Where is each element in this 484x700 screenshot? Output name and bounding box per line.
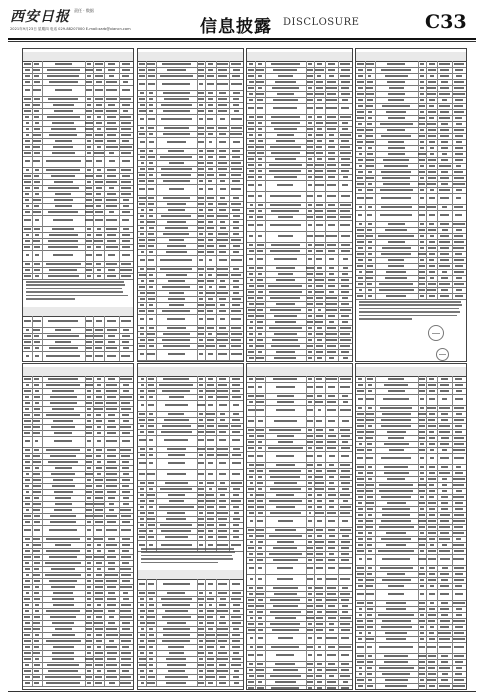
page-number: C33	[425, 11, 467, 33]
disclosure-table-block-2	[137, 48, 244, 362]
masthead-tagline: 责任 · 数据	[74, 8, 94, 13]
section-title-en: DISCLOSURE	[283, 17, 360, 28]
notes-paragraph	[26, 281, 130, 301]
table-row	[138, 680, 243, 687]
footer-rule	[8, 691, 476, 692]
seal-stamp	[436, 348, 449, 361]
table-row	[247, 355, 352, 362]
masthead-meta-line: 2021年9月23日 星期四 电话 029-88207000 E-mail:xarb@xiancn.com	[10, 27, 131, 31]
disclosure-table-block-7	[246, 363, 353, 690]
header-rule-thick	[8, 38, 476, 40]
seal-stamp	[428, 325, 444, 341]
disclosure-table-block-1	[22, 48, 134, 362]
disclosure-table-block-6	[137, 363, 244, 690]
newspaper-logo: 西安日报	[10, 9, 70, 25]
table-row	[247, 685, 352, 690]
table-row	[356, 683, 466, 690]
table-row	[138, 349, 243, 361]
header-rule-thin	[8, 41, 476, 42]
disclosure-table-block-4	[355, 48, 467, 362]
notes-paragraph	[141, 548, 240, 565]
table-row	[23, 273, 133, 280]
disclosure-table-block-3	[246, 48, 353, 362]
table-row	[23, 680, 133, 687]
disclosure-table-block-8	[355, 363, 467, 690]
table-row	[23, 351, 133, 362]
section-title: 信息披露	[200, 17, 272, 37]
disclosure-table-block-5	[22, 363, 134, 690]
page-header	[0, 0, 484, 48]
notes-paragraph	[359, 301, 463, 321]
table-row	[356, 293, 466, 300]
